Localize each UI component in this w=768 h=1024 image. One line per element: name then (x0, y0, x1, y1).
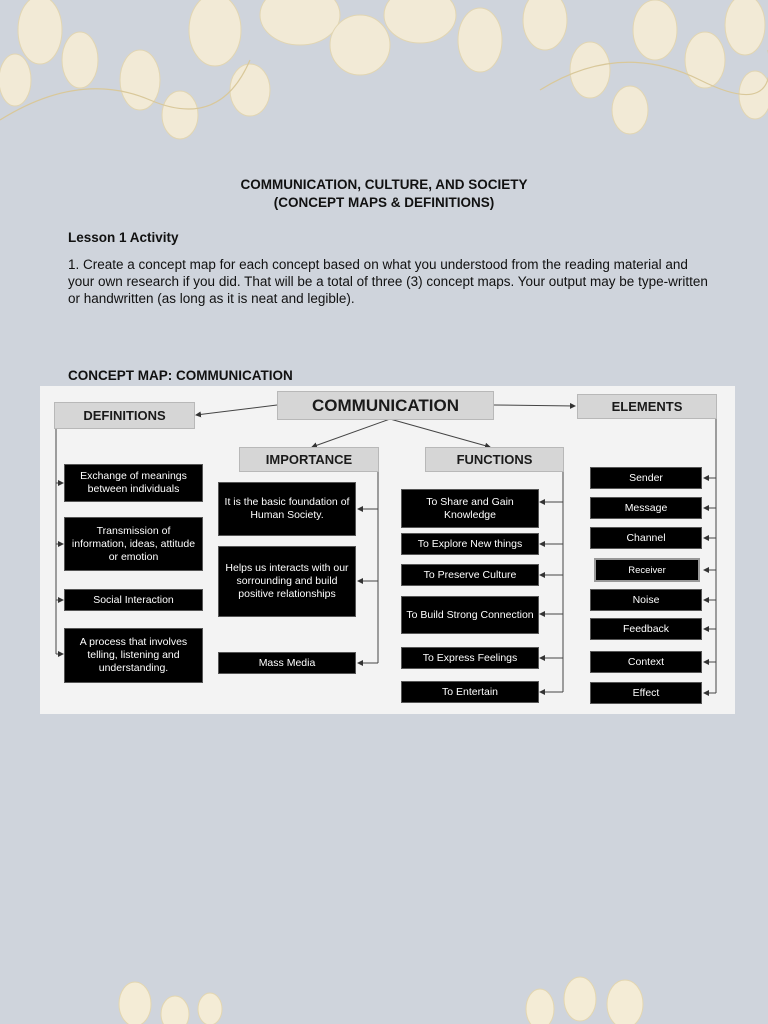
element-item-receiver: Receiver (594, 558, 700, 582)
floral-border-top (0, 0, 768, 150)
definition-item-2: Transmission of information, ideas, attitude or emotion (64, 517, 203, 571)
element-item-feedback: Feedback (590, 618, 702, 640)
lesson-heading: Lesson 1 Activity (68, 230, 179, 245)
concept-map-heading: CONCEPT MAP: COMMUNICATION (68, 368, 293, 383)
element-item-context: Context (590, 651, 702, 673)
function-item-6: To Entertain (401, 681, 539, 703)
element-item-effect: Effect (590, 682, 702, 704)
function-item-3: To Preserve Culture (401, 564, 539, 586)
element-item-message: Message (590, 497, 702, 519)
element-item-sender: Sender (590, 467, 702, 489)
functions-header: FUNCTIONS (425, 447, 564, 472)
document-title-line2: (CONCEPT MAPS & DEFINITIONS) (273, 195, 495, 210)
function-item-1: To Share and Gain Knowledge (401, 489, 539, 528)
definition-item-3: Social Interaction (64, 589, 203, 611)
element-item-channel: Channel (590, 527, 702, 549)
definition-item-1: Exchange of meanings between individuals (64, 464, 203, 502)
document-title-line1: COMMUNICATION, CULTURE, AND SOCIETY (240, 177, 528, 192)
definition-item-4: A process that involves telling, listening and understanding. (64, 628, 203, 683)
function-item-2: To Explore New things (401, 533, 539, 555)
element-item-noise: Noise (590, 589, 702, 611)
concept-root-communication: COMMUNICATION (277, 391, 494, 420)
elements-header: ELEMENTS (577, 394, 717, 419)
importance-item-1: It is the basic foundation of Human Society. (218, 482, 356, 536)
definitions-header: DEFINITIONS (54, 402, 195, 429)
function-item-4: To Build Strong Connection (401, 596, 539, 634)
instructions-paragraph: 1. Create a concept map for each concept based on what you understood from the reading material and your own research if you did. That will be a total of three (3) concept maps. Your output may be type-written or handwritten (as long as it is neat and legible). (68, 257, 708, 306)
floral-border-bottom (0, 964, 768, 1024)
importance-item-2: Helps us interacts with our sorrounding and build positive relationships (218, 546, 356, 617)
importance-item-3: Mass Media (218, 652, 356, 674)
function-item-5: To Express Feelings (401, 647, 539, 669)
importance-header: IMPORTANCE (239, 447, 379, 472)
concept-map (40, 386, 735, 714)
